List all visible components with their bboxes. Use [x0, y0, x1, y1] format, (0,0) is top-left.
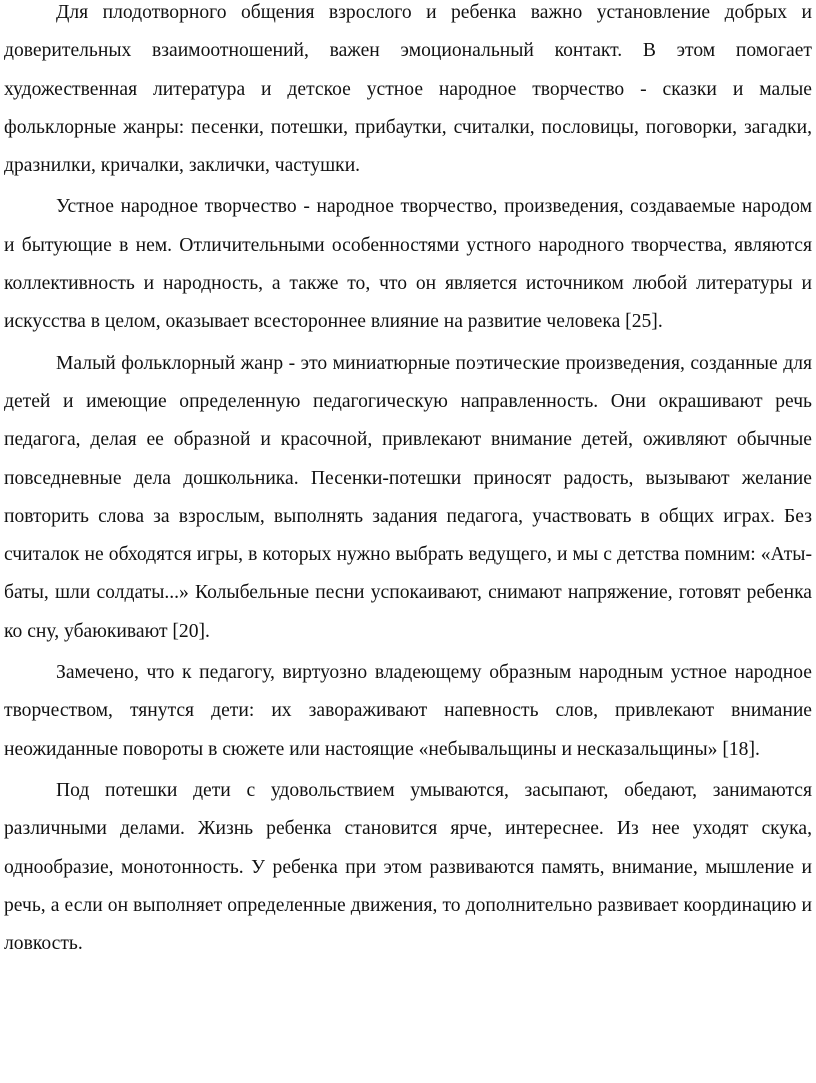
paragraph: Для плодотворного общения взрослого и ребенка важно установление добрых и доверительных взаимоотношений, важен эмоциональный контакт. В этом помогает художественная литература и детское устное народное творчество - сказки и малые фольклорные жанры: песенки, потешки, прибаутки, считалки, пословицы, поговорки, загадки, дразнилки, кричалки, заклички, частушки.: [4, 2, 812, 177]
paragraph: Под потешки дети с удовольствием умываются, засыпают, обедают, занимаются различными делами. Жизнь ребенка становится ярче, интереснее. Из нее уходят скука, однообразие, монотонность. У ребенка при этом развиваются память, внимание, мышление и речь, а если он выполняет определенные движения, то дополнительно развивает координацию и ловкость.: [4, 779, 812, 955]
paragraph: Устное народное творчество - народное творчество, произведения, создаваемые народом и бытующие в нем. Отличительными особенностями устного народного творчества, являются коллективность и народность, а также то, что он является источником любой литературы и искусства в целом, оказывает всестороннее влияние на развитие человека [25].: [4, 196, 812, 333]
document-body: [4, 0, 812, 966]
paragraph: Замечено, что к педагогу, виртуозно владеющему образным народным устное народное творчеством, тянутся дети: их завораживают напевность слов, привлекают внимание неожиданные повороты в сюжете или настоящие «небывальщины и несказальщины» [18].: [4, 662, 812, 760]
paragraph: Малый фольклорный жанр - это миниатюрные поэтические произведения, созданные для детей и имеющие определенную педагогическую направленность. Они окрашивают речь педагога, делая ее образной и красочной, привлекают внимание детей, оживляют обычные повседневные дела дошкольника. Песенки-потешки приносят радость, вызывают желание повторить слова за взрослым, выполнять задания педагога, участвовать в общих играх. Без считалок не обходятся игры, в которых нужно выбрать ведущего, и мы с детства помним: «Аты-баты, шли солдаты...» Колыбельные песни успокаивают, снимают напряжение, готовят ребенка ко сну, убаюкивают [20].: [4, 352, 812, 642]
